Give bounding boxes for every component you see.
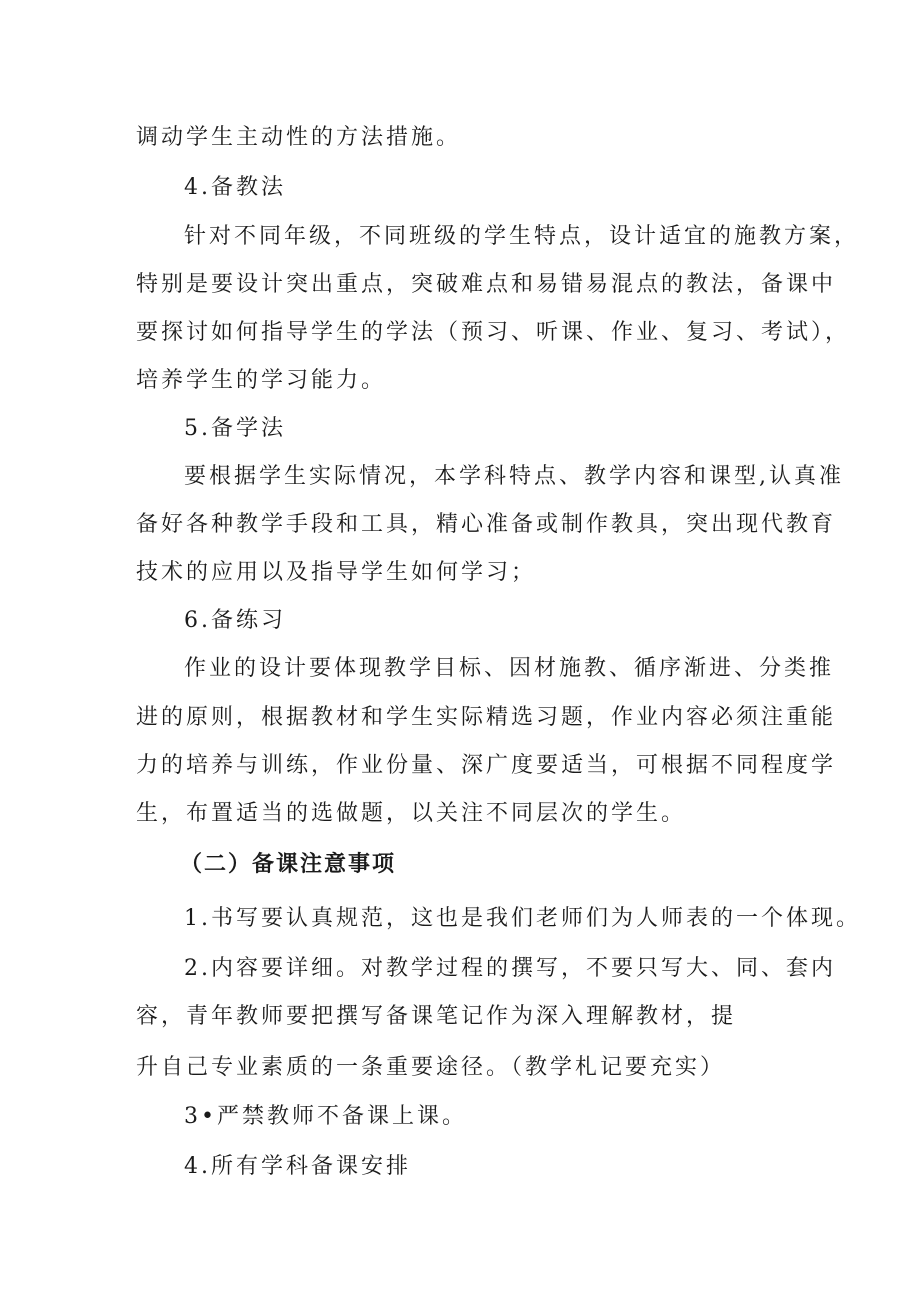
subsection-title: （二）备课注意事项	[180, 852, 397, 877]
paragraph-line: 备好各种教学手段和工具，精心准备或制作教具，突出现代教育	[136, 512, 837, 537]
paragraph-line: 2.内容要详细。对教学过程的撰写，不要只写大、同、套内	[184, 956, 836, 981]
paragraph-line: 针对不同年级，不同班级的学生特点，设计适宜的施教方案，	[184, 224, 860, 249]
paragraph-line: 调动学生主动性的方法措施。	[136, 125, 462, 150]
paragraph-line: 进的原则，根据教材和学生实际精选习题，作业内容必须注重能	[136, 705, 837, 730]
paragraph-line: 培养学生的学习能力。	[136, 368, 387, 393]
paragraph-line: 技术的应用以及指导学生如何学习；	[136, 560, 537, 585]
section-heading: 6.备练习	[184, 608, 286, 633]
paragraph-line: 力的培养与训练，作业份量、深广度要适当，可根据不同程度学	[136, 753, 837, 778]
paragraph-line: 生，布置适当的选做题，以关注不同层次的学生。	[136, 801, 687, 826]
paragraph-line: 要探讨如何指导学生的学法（预习、听课、作业、复习、考试），	[136, 320, 851, 345]
paragraph-line: 4.所有学科备课安排	[184, 1154, 411, 1179]
paragraph-line: 容，青年教师要把撰写备课笔记作为深入理解教材，提	[136, 1004, 737, 1029]
paragraph-line: 作业的设计要体现教学目标、因材施教、循序渐进、分类推	[184, 656, 835, 681]
section-heading: 5.备学法	[184, 416, 286, 441]
section-heading: 4.备教法	[184, 175, 286, 200]
paragraph-line: 1.书写要认真规范，这也是我们老师们为人师表的一个体现。	[184, 906, 861, 931]
paragraph-line: 要根据学生实际情况，本学科特点、教学内容和课型,认真准	[184, 464, 844, 489]
paragraph-line: 3•严禁教师不备课上课。	[184, 1104, 467, 1129]
paragraph-line: 升自己专业素质的一条重要途径。（教学札记要充实）	[136, 1055, 726, 1080]
paragraph-line: 特别是要设计突出重点，突破难点和易错易混点的教法，备课中	[136, 272, 837, 297]
